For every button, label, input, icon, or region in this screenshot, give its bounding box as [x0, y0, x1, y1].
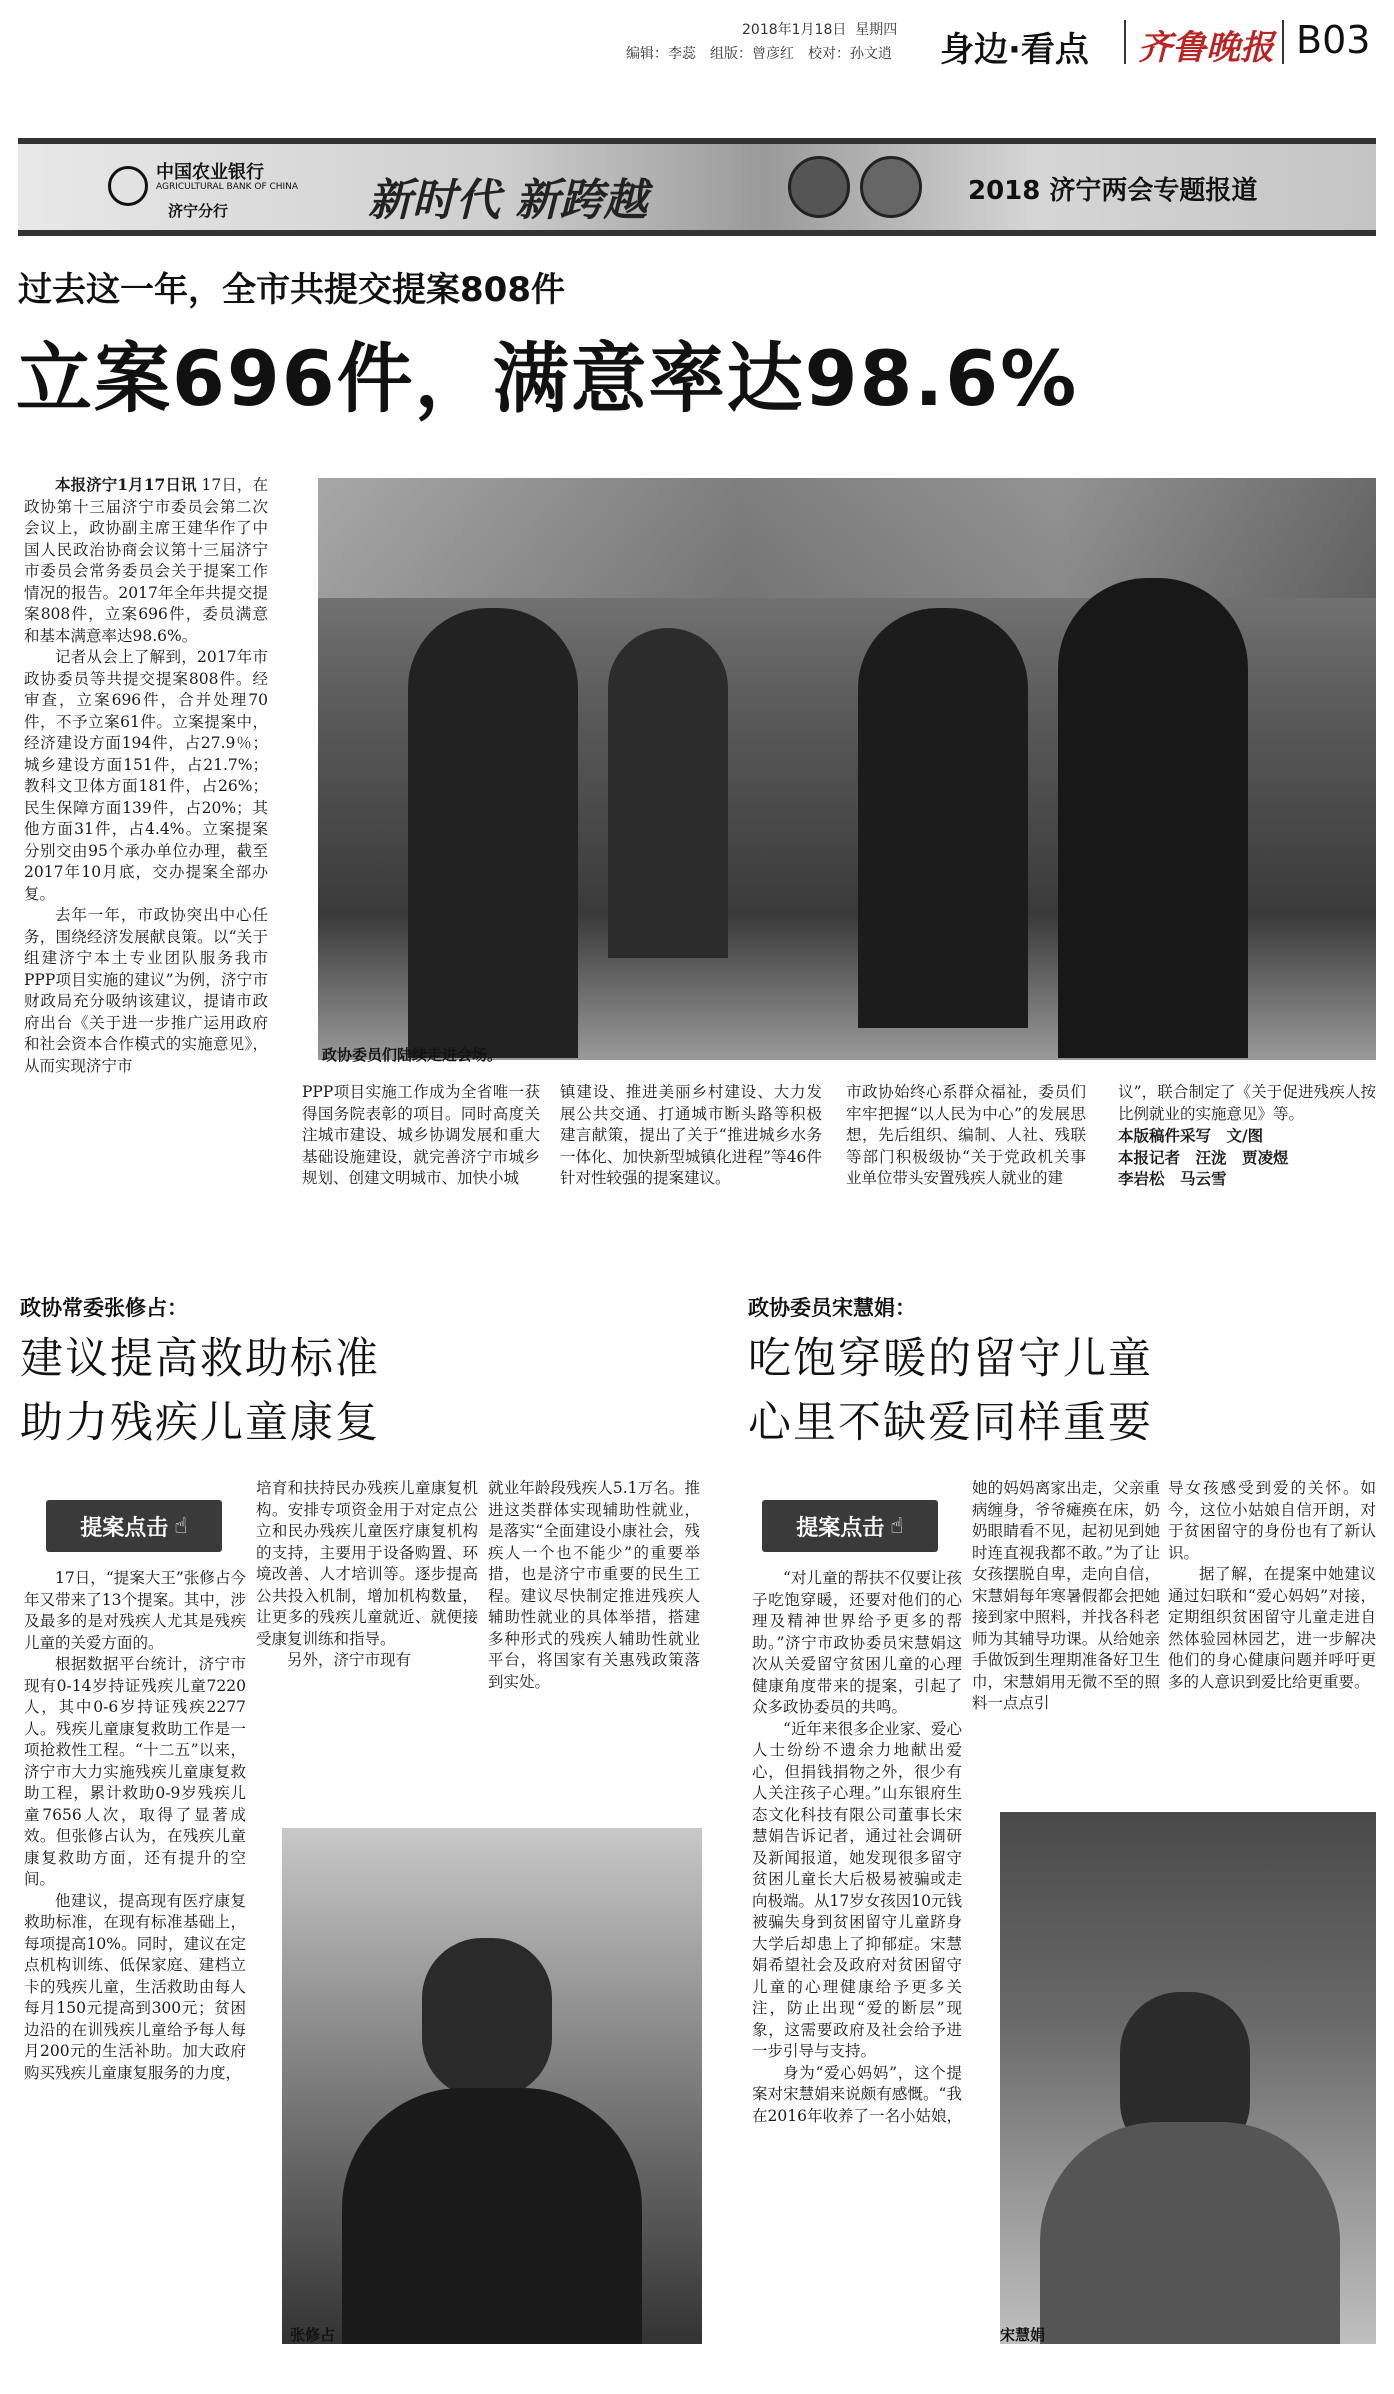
left-paragraph: 17日，“提案大王”张修占今年又带来了13个提案。其中，涉及最多的是对残疾人尤其是残疾儿童的关爱方面的。 — [24, 1569, 246, 1652]
page-code: B03 — [1296, 18, 1371, 62]
lead-paragraph — [24, 474, 268, 647]
proposal-tag — [46, 1500, 222, 1552]
proposal-tag — [762, 1500, 938, 1552]
right-headline-2: 心里不缺爱同样重要 — [748, 1398, 1153, 1448]
person-silhouette — [608, 628, 728, 958]
left-portrait-photo — [282, 1828, 702, 2344]
dateline: 本报济宁1月17日讯 — [55, 475, 197, 494]
right-col-2: 她的妈妈离家出走，父亲重病缠身，爷爷瘫痪在床，奶奶眼睛看不见，起初见到她时连直视我都不敢。”为了让女孩摆脱自卑，走向自信，宋慧娟每年寒暑假都会把她接到家中照料，并找各科老师为其辅导功课。从给她亲手做饭到生理期准备好卫生巾，宋慧娟用无微不至的照料一点点引 — [972, 1479, 1160, 1712]
right-paragraph: 据了解，在提案中她建议通过妇联和“爱心妈妈”对接，定期组织贫困留守儿童走进自然体验园林园艺，进一步解决他们的身心健康问题并呼吁更多的人意识到爱比给更重要。 — [1168, 1565, 1376, 1691]
tag-label: 提案点击 — [80, 1515, 169, 1541]
left-speaker: 政协常委张修占： — [20, 1296, 188, 1320]
left-headline-2: 助力残疾儿童康复 — [20, 1398, 380, 1448]
lead-col-5 — [1118, 1082, 1376, 1190]
national-emblem-icon — [788, 156, 850, 218]
right-col-3 — [1168, 1478, 1376, 1693]
lead-col-1 — [24, 474, 268, 1077]
header-divider — [1124, 20, 1126, 64]
left-col-2b-text: 另外，济宁市现有 — [287, 1651, 412, 1669]
section-title: 身边·看点 — [940, 30, 1089, 70]
lead-paragraph: 记者从会上了解到，2017年市政协委员等共提交提案808件。经审查，立案696件，合并处理70件，不予立案61件。立案提案中，经济建设方面194件，占27.9％；城乡建设方面151件，占21.7%；教科文卫体方面181件，占26%；民生保障方面139件，占20%；其他方面31件，占4.4%。立案提案分别交由95个承办单位办理，截至2017年10月底，交办提案全部办复。 — [24, 648, 268, 903]
lead-headline: 立案696件，满意率达98.6% — [16, 334, 1079, 423]
left-col-3: 就业年龄段残疾人5.1万名。推进这类群体实现辅助性就业，是落实“全面建设小康社会，残疾人一个也不能少”的重要举措，也是济宁市重要的民生工程。建议尽快制定推进残疾人辅助性就业的具体举措，搭建多种形式的残疾人辅助性就业平台，将国家有关惠残政策落到实处。 — [488, 1479, 700, 1691]
right-paragraph: 导女孩感受到爱的关怀。如今，这位小姑娘自信开朗，对于贫困留守的身份也有了新认识。 — [1168, 1479, 1376, 1562]
right-paragraph: 身为“爱心妈妈”，这个提案对宋慧娟来说颇有感慨。“我在2016年收养了一名小姑娘， — [752, 2063, 962, 2125]
right-photo-caption: 宋慧娟 — [1000, 2326, 1046, 2344]
lead-col-4: 市政协始终心系群众福祉，委员们牢牢把握“以人民为中心”的发展思想，先后组织、编制、人社、残联等部门积极级协“关于党政机关事业单位带头安置残疾人就业的建 — [846, 1083, 1086, 1187]
portrait-head — [422, 1938, 552, 2098]
portrait-body — [342, 2088, 642, 2344]
lead-kicker: 过去这一年，全市共提交提案808件 — [18, 270, 565, 310]
lead-photo-caption: 政协委员们陆续走进会场。 — [322, 1046, 503, 1064]
brand-logo: 齐鲁晚报 — [1138, 28, 1274, 68]
person-silhouette — [858, 608, 1028, 1028]
right-speaker: 政协委员宋慧娟： — [748, 1296, 916, 1320]
person-silhouette — [1058, 578, 1248, 1058]
cppcc-emblem-icon — [860, 156, 922, 218]
person-silhouette — [408, 608, 578, 1058]
left-col-1 — [24, 1568, 246, 2084]
photo-background — [318, 478, 1376, 598]
banner — [18, 138, 1376, 236]
lead-paragraph: 去年一年，市政协突出中心任务，围绕经济发展献良策。以“关于组建济宁本土专业团队服务我市PPP项目实施的建议”为例，济宁市财政局充分吸纳该建议，提请市政府出台《关于进一步推广运用政府和社会资本合作模式的实施意见》，从而实现济宁市 — [24, 906, 268, 1075]
credit-line: 本报记者 汪泷 贾凌煜 — [1118, 1147, 1289, 1167]
right-headline-1: 吃饱穿暖的留守儿童 — [748, 1334, 1153, 1384]
report-title: 2018 济宁两会专题报道 — [968, 176, 1258, 206]
portrait-body — [1040, 2122, 1340, 2344]
header-divider-2 — [1282, 20, 1284, 64]
hand-pointer-icon: ☝ — [174, 1513, 188, 1539]
lead-photo — [318, 478, 1376, 1060]
left-col-2 — [256, 1478, 478, 1672]
bank-branch: 济宁分行 — [168, 202, 229, 220]
lead-para-text: 17日，在政协第十三届济宁市委员会第二次会议上，政协副主席王建华作了中国人民政治协商会议第十三届济宁市委员会常务委员会关于提案工作情况的报告。2017年全年共提交提案808件，立案696件，委员满意和基本满意率达98.6%。 — [24, 476, 268, 645]
bank-name-en: AGRICULTURAL BANK OF CHINA — [156, 182, 299, 192]
left-paragraph: 他建议，提高现有医疗康复救助标准，在现有标准基础上，每项提高10%。同时，建议在定点机构训练、低保家庭、建档立卡的残疾儿童，生活救助由每人每月150元提高到300元；贫困边沿的在训残疾儿童给予每人每月200元的生活补助。加大政府购买残疾儿童康复服务的力度， — [24, 1891, 246, 2082]
date-text: 2018年1月18日 — [742, 22, 847, 38]
hand-pointer-icon: ☝ — [890, 1513, 904, 1539]
tag-label: 提案点击 — [796, 1515, 885, 1541]
left-photo-caption: 张修占 — [290, 2326, 336, 2344]
right-col-1 — [752, 1568, 962, 2127]
header-editors: 编辑：李蕊 组版：曾彦红 校对：孙文逍 — [626, 46, 892, 62]
right-portrait-photo — [1000, 1812, 1376, 2344]
abc-bank-logo — [108, 166, 148, 206]
right-paragraph: “对儿童的帮扶不仅要让孩子吃饱穿暖，还要对他们的心理及精神世界给予更多的帮助。”济宁市政协委员宋慧娟这次从关爱留守贫困儿童的心理健康角度带来的提案，引起了众多政协委员的共鸣。 — [752, 1569, 962, 1716]
credit-line: 本版稿件采写 文/图 — [1118, 1126, 1264, 1145]
lead-col-3: 镇建设、推进美丽乡村建设、大力发展公共交通、打通城市断头路等积极建言献策，提出了关于“推进城乡水务一体化、加快新型城镇化进程”等46件针对性较强的提案建议。 — [560, 1083, 822, 1187]
header-date — [742, 20, 897, 40]
banner-slogan: 新时代 新跨越 — [368, 175, 648, 226]
lead-col-5-text: 议”，联合制定了《关于促进残疾人按比例就业的实施意见》等。 — [1118, 1083, 1376, 1123]
credit-line: 李岩松 马云雪 — [1118, 1169, 1227, 1188]
lead-col-2: PPP项目实施工作成为全省唯一获得国务院表彰的项目。同时高度关注城市建设、城乡协调发展和重大基础设施建设，就完善济宁市城乡规划、创建文明城市、加快小城 — [302, 1083, 540, 1187]
left-headline-1: 建议提高救助标准 — [20, 1334, 380, 1384]
weekday-text: 星期四 — [855, 22, 898, 38]
left-col-2-text: 培育和扶持民办残疾儿童康复机构。安排专项资金用于对定点公立和民办残疾儿童医疗康复机构的支持，主要用于设备购置、环境改善、人才培训等。逐步提高公共投入机制，增加机构数量，让更多的残疾儿童就近、就便接受康复训练和指导。 — [256, 1479, 478, 1648]
right-paragraph: “近年来很多企业家、爱心人士纷纷不遗余力地献出爱心，但捐钱捐物之外，很少有人关注孩子心理。”山东银府生态文化科技有限公司董事长宋慧娟告诉记者，通过社会调研及新闻报道，她发现很多留守贫困儿童长大后极易被骗或走向极端。从17岁女孩因10元钱被骗失身到贫困留守儿童跻身大学后却患上了抑郁症。宋慧娟希望社会及政府对贫困留守儿童的心理健康给予更多关注，防止出现“爱的断层”现象，这需要政府及社会给予进一步引导与支持。 — [752, 1719, 962, 2060]
left-paragraph: 根据数据平台统计，济宁市现有0-14岁持证残疾儿童7220人，其中0-6岁持证残疾2277人。残疾儿童康复救助工作是一项抢救性工程。“十二五”以来，济宁市大力实施残疾儿童康复救助工程，累计救助0-9岁残疾儿童7656人次，取得了显著成效。但张修占认为，在残疾儿童康复救助方面，还有提升的空间。 — [24, 1655, 246, 1888]
bank-name: 中国农业银行 — [156, 162, 264, 183]
